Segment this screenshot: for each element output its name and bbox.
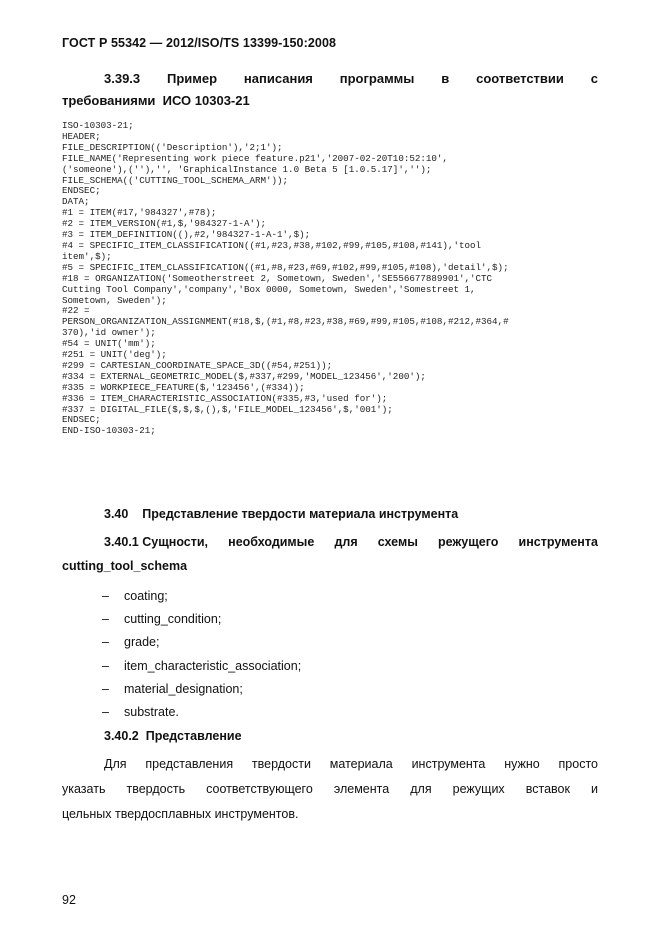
list-item-text: substrate. [124,704,179,719]
code-line: #337 = DIGITAL_FILE($,$,$,(),$,'FILE_MODEL_123456',$,'001'); [62,403,393,415]
code-line: ISO-10303-21; [62,120,134,131]
list-item-text: cutting_condition; [124,612,222,627]
dash-bullet: – [102,635,109,650]
code-line: #22 = [62,305,90,317]
code-line: #18 = ORGANIZATION('Someotherstreet 2, Sometown, Sweden','SE556677889901','CTC [62,272,493,284]
code-line: item',$); [62,250,112,262]
paragraph-word: нужно [504,757,540,771]
dash-bullet: – [102,589,109,603]
code-line: #336 = ITEM_CHARACTERISTIC_ASSOCIATION(#335,#3,'used for'); [62,392,388,404]
code-line: Cutting Tool Company','company','Box 0000, Sometown, Sweden','Somestreet 1, [62,283,476,295]
dash-bullet: – [102,612,109,627]
heading-number-and-word [104,530,208,554]
section-3-40-1-heading [62,530,598,578]
heading-word: Пример [167,71,218,86]
code-listing [62,121,607,437]
paragraph-word: режущих [452,782,505,796]
paragraph-word: указать [62,782,106,796]
code-line: #251 = UNIT('deg'); [62,349,167,361]
paragraph-line-1 [62,752,598,777]
code-line: #5 = SPECIFIC_ITEM_CLASSIFICATION((#1,#8,#23,#69,#102,#99,#105,#108),'detail',$); [62,261,509,273]
heading-word: программы [339,71,415,86]
code-line: FILE_DESCRIPTION(('Description'),'2;1'); [62,141,283,153]
body-paragraph [62,752,598,827]
dash-bullet: – [102,658,109,673]
paragraph-word: инструмента [411,757,486,771]
heading-word: режущего [438,535,499,549]
code-line: ENDSEC; [62,185,101,197]
heading-word: для [334,535,358,549]
heading-number: 3.40.2 [104,729,139,743]
paragraph-word: соответствующего [206,782,313,796]
code-line: FILE_NAME('Representing work piece feature.p21','2007-02-20T10:52:10', [62,152,448,164]
code-line: #4 = SPECIFIC_ITEM_CLASSIFICATION((#1,#23,#38,#102,#99,#105,#108,#141),'tool [62,239,482,251]
list-item-text: grade; [124,635,160,650]
dash-bullet: – [102,681,109,696]
code-line: #334 = EXTERNAL_GEOMETRIC_MODEL($,#337,#299,'MODEL_123456','200'); [62,370,426,382]
code-line: 370),'id owner'); [62,327,156,339]
section-3-40-2-heading [104,729,242,743]
code-line: #299 = CARTESIAN_COORDINATE_SPACE_3D((#54,#251)); [62,359,333,371]
code-line: FILE_SCHEMA(('CUTTING_TOOL_SCHEMA_ARM')); [62,174,289,186]
paragraph-word: твердость [126,782,186,796]
heading-word: необходимые [228,535,315,549]
heading-title: Представление [145,729,242,743]
code-line: Sometown, Sweden'); [62,294,167,306]
heading-word: схемы [377,535,418,549]
code-line: #3 = ITEM_DEFINITION((),#2,'984327-1-A-1',$); [62,229,311,241]
heading-number: 3.40 [104,507,129,521]
list-item [102,701,301,724]
list-item-text: coating; [124,589,168,603]
list-item [102,585,301,608]
code-line: ENDSEC; [62,414,101,426]
heading-line-2: требованиями ИСО 10303-21 [62,93,250,108]
list-item [102,655,301,678]
code-line: HEADER; [62,130,101,142]
list-item-text: item_characteristic_association; [124,658,302,673]
paragraph-word: вставок [525,782,570,796]
code-line: DATA; [62,196,90,208]
heading-title: Представление твердости материала инструмента [142,507,459,521]
paragraph-word: элемента [333,782,390,796]
heading-word: Сущности, [142,535,209,549]
paragraph-line-2 [62,777,598,802]
list-item [102,608,301,631]
section-3-39-3-heading [62,68,598,112]
dash-bullet: – [102,704,109,719]
section-3-40-heading [104,507,458,521]
entity-list [102,585,301,724]
document-header: ГОСТ Р 55342 — 2012/ISO/TS 13399-150:2008 [62,36,337,50]
heading-line-2: cutting_tool_schema [62,559,188,573]
code-line: #335 = WORKPIECE_FEATURE($,'123456',(#334)); [62,381,305,393]
paragraph-line-3: цельных твердосплавных инструментов. [62,807,299,821]
heading-number: 3.40.1 [104,535,139,549]
heading-line-1 [62,68,598,90]
list-item [102,631,301,654]
heading-word: инструмента [518,535,598,549]
paragraph-word: для [410,782,432,796]
heading-line-1 [62,530,598,554]
code-line: #1 = ITEM(#17,'984327',#78); [62,207,217,219]
code-line: #54 = UNIT('mm'); [62,338,156,350]
code-line: #2 = ITEM_VERSION(#1,$,'984327-1-A'); [62,218,266,230]
heading-word: в [441,71,450,86]
list-item-text: material_designation; [124,681,243,696]
paragraph-word: твердости [251,757,311,771]
heading-word: написания [243,71,313,86]
heading-word: соответствии [476,71,564,86]
code-line: ('someone'),(''),'', 'GraphicalInstance 1.0 Beta 5 [1.0.5.17]',''); [62,163,432,175]
list-item [102,678,301,701]
paragraph-word: материала [329,757,393,771]
code-line: END-ISO-10303-21; [62,425,156,437]
page-number: 92 [62,893,76,907]
heading-word: с [590,71,598,86]
heading-number: 3.39.3 [104,71,141,86]
code-line: PERSON_ORGANIZATION_ASSIGNMENT(#18,$,(#1,#8,#23,#38,#69,#99,#105,#108,#212,#364,# [62,316,509,328]
paragraph-word: представления [145,757,234,771]
paragraph-word: Для [104,757,127,771]
paragraph-word: и [591,782,598,796]
paragraph-word: просто [558,757,598,771]
